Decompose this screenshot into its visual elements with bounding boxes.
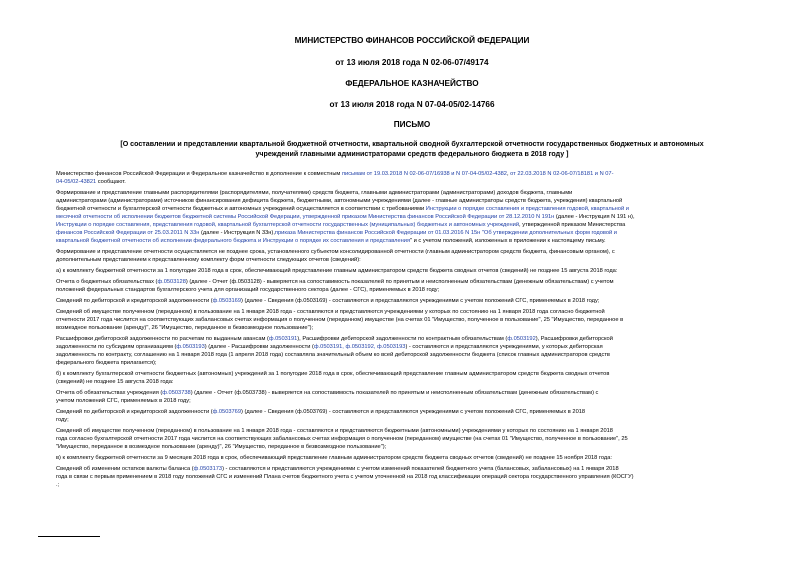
paragraph-intro: Министерство финансов Российской Федерации и Федеральное казначейство в дополнение к совместным письмам от 19.03.2018 N 02-06-07/16938 и N 07-04-05/02-4382, от 22.03.2018 N 02-06-07/18181 и N 07- 04-05/02-43821 сообщают.: [56, 171, 614, 185]
ministry-date-number: от 13 июля 2018 года N 02-06-07/49174: [335, 58, 489, 67]
issuer-treasury: ФЕДЕРАЛЬНОЕ КАЗНАЧЕЙСТВО: [345, 79, 479, 88]
link-forms-0503191-0503193[interactable]: ф.0503191, ф.0503192, ф.0503193: [313, 344, 406, 350]
paragraph-report-0503128: Отчета о бюджетных обязательствах (ф.0503128) (далее - Отчет (ф.0503128) - выверяется на сопоставимость показателей по принятым и неисполненным обязательствам (денежным обязательствам) с учетом положений федеральных стандартов бухгалтерского учета для организаций государственного сектора (далее - СГС), применяемых в 2018 году;: [56, 279, 614, 293]
paragraph-receivables: Расшифровки дебиторской задолженности по расчетам по выданным авансам (ф.0503191), Расшифровки дебиторской задолженности по контрактным обязательствам (ф.0503192), Расшифровки дебиторской задолженности по субсидиям организациям (ф.0503193) (далее - Расшифровки задолженности (ф.0503191, ф.0503192, ф.0503193) - составляются и представляются учреждениями, у которых дебиторская задолженность по контракту, соглашению на 1 января 2018 года (1 апреля 2018 года) составляла значительный объем ко всей дебиторской задолженности бюджета (список главных администраторов средств федерального бюджета прилагается);: [56, 336, 613, 366]
link-form-0503169[interactable]: ф.0503169: [212, 298, 242, 304]
link-order-33n[interactable]: финансов Российской Федерации от 25.03.2011 N 33н: [56, 230, 200, 236]
link-letter-22-03-2018[interactable]: от 22.03.2018 N 02-06-07/18181 и N 07-: [510, 171, 614, 177]
link-order-15n-cont[interactable]: квартальной бюджетной отчетности об исполнении федерального бюджета и Инструкции о порядке их составления и представления: [56, 238, 411, 244]
link-form-0503769[interactable]: ф.0503769: [212, 409, 242, 415]
document-type: ПИСЬМО: [393, 120, 431, 129]
paragraph-item-b: б) к комплекту бухгалтерской отчетности бюджетных (автономных) учреждений за 1 полугодие 2018 года в срок, обеспечивающий представление главным администратором средств бюджета сводных отчетов (сведений) не позднее 15 августа 2018 года:: [56, 371, 610, 385]
paragraph-formation: Формирование и представление главными распорядителями (распорядителями, получателями) средств бюджета, главными администраторами (администраторами) доходов бюджета, главными администраторами (администраторами) источников финансирования дефицита бюджета, бюджетными, автономными учреждениями (далее - главные администраторы средств бюджета, учреждения) квартальной бюджетной отчетности и бухгалтерской отчетности бюджетных и автономных учреждений осуществляется в соответствии с требованиями Инструкции о порядке составления и представления годовой, квартальной и месячной отчетности об исполнении бюджетов бюджетной системы Российской Федерации, утвержденной приказом Министерства финансов Российской Федерации от 28.12.2010 N 191н (далее - Инструкция N 191 н), Инструкции о порядке составления, представления годовой, квартальной бухгалтерской отчетности государственных (муниципальных) бюджетных и автономных учреждений, утвержденной приказом Министерства финансов Российской Федерации от 25.03.2011 N 33н (далее - Инструкция N 33н),приказа Министерства финансов Российской Федерации от 01.03.2016 N 15н "Об утверждении дополнительных форм годовой и квартальной бюджетной отчетности об исполнении федерального бюджета и Инструкции о порядке их составления и представления" и с учетом положений, изложенных в приложении к настоящему письму.: [56, 190, 635, 244]
link-form-0503173[interactable]: ф.0503173: [193, 466, 223, 472]
footnote-separator: [38, 536, 100, 537]
link-form-0503192[interactable]: ф.0503192: [507, 336, 536, 342]
document-page: [56, 36, 768, 492]
paragraph-report-0503173: Сведений об изменении остатков валюты баланса (ф.0503173) - составляются и представляются учреждениями с учетом изменений показателей бюджетного учета (балансовых, забалансовых) на 1 января 2018 года в связи с первым применением в 2018 году положений СГС и изменений Плана счетов бюджетного учета с учетом уточненной на 2018 год классификации операций сектора государственного управления (КОСГУ) .;: [56, 466, 634, 488]
document-title: [56, 140, 768, 159]
paragraph-report-0503169: Сведений по дебиторской и кредиторской задолженности (ф.0503169) (далее - Сведения (ф.0503169) - составляются и представляются учреждениями с учетом положений СГС, применяемых в 2018 году;: [56, 298, 600, 304]
link-letter-22-03-2018-cont[interactable]: 04-05/02-43821: [56, 179, 97, 185]
paragraph-property-budget: Сведений об имуществе полученном (переданном) в пользование на 1 января 2018 года - составляются и представляются учреждениями у которых по состоянию на 1 января 2018 года согласно бюджетной отчетности 2017 года числится на соответствующих забалансовых счетах информация о полученном (переданном) имуществе (на счетах 01 "Имущество, полученное в пользование", 25 "Имущество, переданное в возмездное пользование (аренду)", 26 "Имущество, переданное в безвозмездное пользование");: [56, 309, 624, 331]
link-form-0503738[interactable]: ф.0503738: [162, 390, 191, 396]
paragraph-item-c: в) к комплекту бюджетной отчетности за 9 месяцев 2018 года в срок, обеспечивающий представление главным администратором средств бюджета сводных отчетов (сведений) не позднее 15 ноября 2018 года:: [56, 455, 612, 461]
paragraph-property-institutions: Сведений об имуществе полученном (переданном) в пользование на 1 января 2018 года - составляются и представляются бюджетными (автономными) учреждениями у которых по состоянию на 1 января 2018 года согласно бухгалтерской отчетности 2017 года числится на соответствующих забалансовых счетах информация о полученном (переданном) имуществе (на счетах 01 "Имущество, полученное в пользование", 25 "Имущество, переданное в возмездное пользование (аренду)", 26 "Имущество, переданное в безвозмездное пользование");: [56, 428, 628, 450]
paragraph-deadline: Формирование и представление отчетности осуществляется не позднее срока, установленного субъектом консолидированной отчетности (главным администратором средств бюджета, финансовым органом), с дополнительным представлением к представленному комплекту форм отчетности следующих отчетов (сведений):: [56, 249, 615, 263]
link-instruction-191n-cont[interactable]: месячной отчетности об исполнении бюджетов бюджетной системы Российской Федерации, утвержденной приказом Министерства финансов Российской Федерации от 28.12.2010 N 191н: [56, 214, 555, 220]
link-form-0503193[interactable]: ф.0503193: [176, 344, 205, 350]
issuer-ministry: МИНИСТЕРСТВО ФИНАНСОВ РОССИЙСКОЙ ФЕДЕРАЦИИ: [294, 36, 530, 45]
link-form-0503191[interactable]: ф.0503191: [268, 336, 298, 342]
treasury-date-number: от 13 июля 2018 года N 07-04-05/02-14766: [329, 100, 495, 109]
link-instruction-191n[interactable]: Инструкции о порядке составления и представления годовой, квартальной и: [425, 206, 629, 212]
paragraph-report-0503738: Отчета об обязательствах учреждения (ф.0503738) (далее - Отчет (ф.0503738) - выверяется на сопоставимость показателей по принятым и неисполненным обязательствам (денежным обязательствам) с учетом положений СГС, применяемых в 2018 году;: [56, 390, 599, 404]
link-form-0503128[interactable]: ф.0503128: [157, 279, 186, 285]
paragraph-item-a: а) к комплекту бюджетной отчетности за 1 полугодие 2018 года в срок, обеспечивающий представление главным администратором средств бюджета сводных отчетов (сведений) не позднее 15 августа 2018 года:: [56, 268, 618, 274]
paragraph-report-0503769: Сведений по дебиторской и кредиторской задолженности (ф.0503769) (далее - Сведения (ф.0503769) - составляются и представляются учреждениями с учетом положений СГС, применяемых в 2018 году;: [56, 409, 586, 423]
document-body: [56, 170, 768, 489]
link-instruction-33n[interactable]: Инструкции о порядке составления, представления годовой, квартальной бухгалтерской отчетности государственных (муниципальных) бюджетных и автономных учреждений: [56, 222, 520, 228]
title-line-2: учреждений главными администраторами средств федерального бюджета в 2018 году ]: [255, 149, 569, 158]
link-letter-19-03-2018[interactable]: письмам от 19.03.2018 N 02-06-07/16938 и N 07-04-05/02-4382: [341, 171, 507, 177]
title-line-1: [О составлении и представлении квартальной бюджетной отчетности, квартальной сводной бухгалтерской отчетности государственных бюджетных и автономных: [120, 140, 704, 148]
link-order-15n[interactable]: приказа Министерства финансов Российской Федерации от 01.03.2016 N 15н "Об утверждении дополнительных форм годовой и: [274, 230, 617, 236]
